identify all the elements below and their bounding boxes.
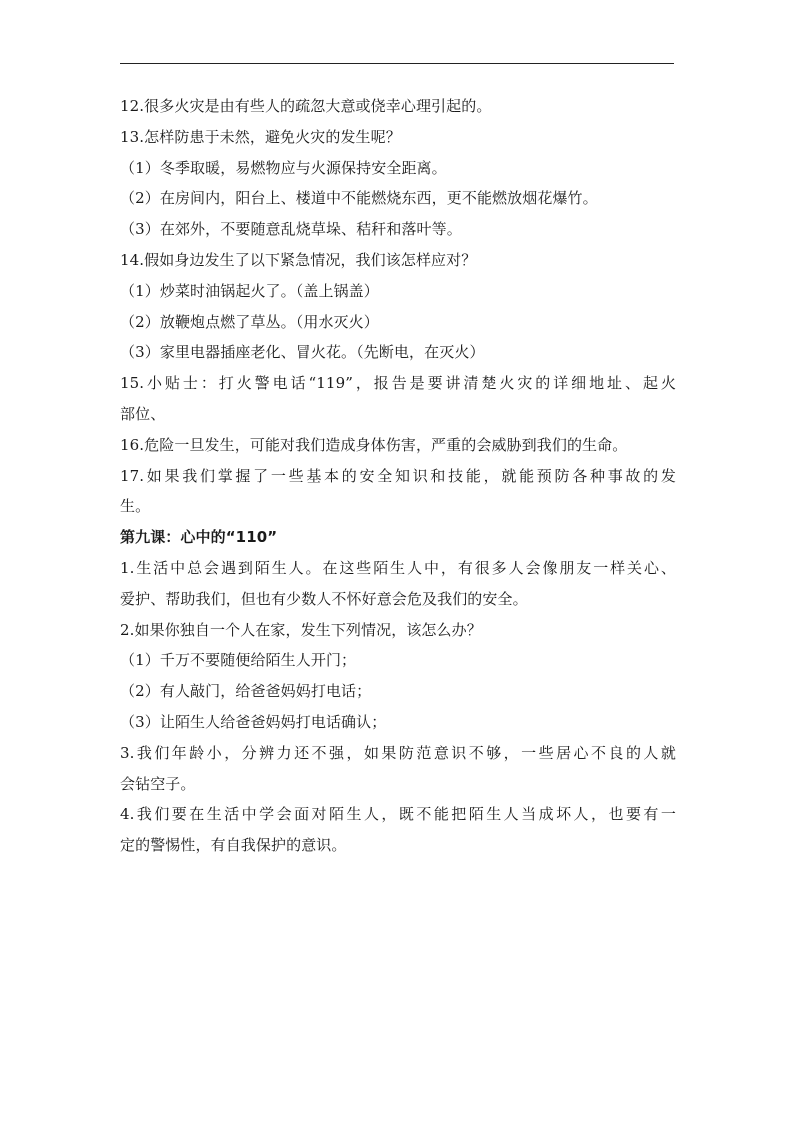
list-item: （2）有人敲门，给爸爸妈妈打电话； [120,682,372,701]
paragraph-line: 17.如果我们掌握了一些基本的安全知识和技能，就能预防各种事故的发 [120,466,676,485]
question-line: 2.如果你独自一个人在家，发生下列情况，该怎么办？ [120,620,482,639]
list-item: （3）让陌生人给爸爸妈妈打电话确认； [120,712,387,731]
list-item: （1）千万不要随便给陌生人开门； [120,651,357,670]
list-item: （3）在郊外，不要随意乱烧草垛、秸秆和落叶等。 [120,220,462,239]
paragraph-line: 部位、 [120,404,166,423]
section-heading: 第九课：心中的“110” [120,528,278,547]
list-item: （2）放鞭炮点燃了草丛。（用水灭火） [120,312,379,331]
paragraph-line: 生。 [120,497,151,516]
paragraph-line: 1.生活中总会遇到陌生人。在这些陌生人中，有很多人会像朋友一样关心、 [120,558,676,577]
paragraph-line: 定的警惕性，有自我保护的意识。 [120,836,347,855]
paragraph-line: 4.我们要在生活中学会面对陌生人，既不能把陌生人当成坏人，也要有一 [120,805,676,824]
list-item: （3）家里电器插座老化、冒火花。（先断电，在灭火） [120,343,485,362]
list-item: （1）炒菜时油锅起火了。（盖上锅盖） [120,281,379,300]
question-line: 13.怎样防患于未然，避免火灾的发生呢？ [120,127,401,146]
header-rule [120,63,674,64]
question-line: 14.假如身边发生了以下紧急情况，我们该怎样应对？ [120,250,477,269]
list-item: （1）冬季取暖，易燃物应与火源保持安全距离。 [120,158,447,177]
document-body [120,91,676,861]
paragraph-line: 会钻空子。 [120,774,196,793]
paragraph-line: 3.我们年龄小，分辨力还不强，如果防范意识不够，一些居心不良的人就 [120,743,676,762]
paragraph-line: 16.危险一旦发生，可能对我们造成身体伤害，严重的会威胁到我们的生命。 [120,435,628,454]
paragraph-line: 15.小贴士：打火警电话“119”，报告是要讲清楚火灾的详细地址、起火 [120,374,676,393]
list-item: （2）在房间内，阳台上、楼道中不能燃烧东西，更不能燃放烟花爆竹。 [120,189,598,208]
paragraph-line: 爱护、帮助我们，但也有少数人不怀好意会危及我们的安全。 [120,589,528,608]
paragraph-line: 12.很多火灾是由有些人的疏忽大意或侥幸心理引起的。 [120,97,492,115]
